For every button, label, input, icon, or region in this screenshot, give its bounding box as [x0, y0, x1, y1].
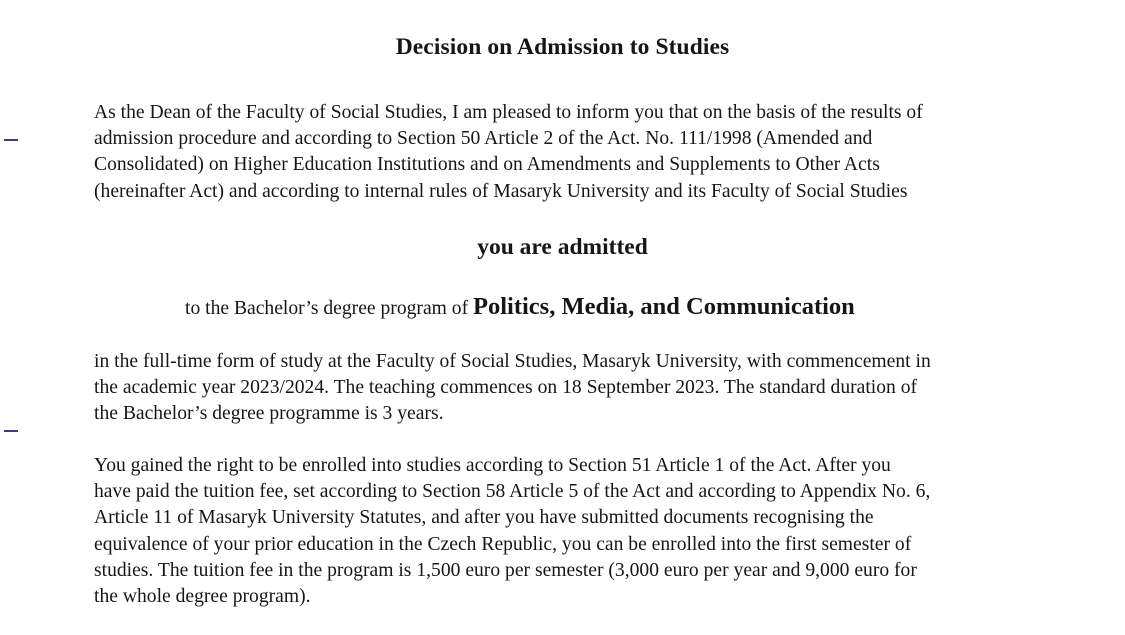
program-name: Politics, Media, and Communication — [473, 293, 855, 320]
paragraph-line: the Bachelor’s degree programme is 3 years. — [94, 403, 444, 425]
paragraph-line: (hereinafter Act) and according to internal rules of Masaryk University and its Faculty of Social Studies — [94, 180, 908, 202]
paragraph-line: As the Dean of the Faculty of Social Studies, I am pleased to inform you that on the basis of the results of — [94, 102, 923, 123]
paragraph-line: equivalence of your prior education in the Czech Republic, you can be enrolled into the first semester of — [94, 533, 912, 555]
program-prefix: to the Bachelor’s degree program of — [185, 298, 473, 319]
paragraph-line: the academic year 2023/2024. The teaching commences on 18 September 2023. The standard duration of — [94, 377, 918, 399]
margin-mark — [4, 139, 18, 141]
paragraph-line: the whole degree program). — [94, 586, 311, 608]
paragraph-enrolment — [94, 453, 1084, 610]
paragraph-line: studies. The tuition fee in the program is 1,500 euro per semester (3,000 euro per year and 9,000 euro for — [94, 559, 917, 581]
document-title: Decision on Admission to Studies — [395, 34, 730, 60]
paragraph-line: have paid the tuition fee, set according to Section 58 Article 5 of the Act and according to Appendix No. 6, — [94, 481, 931, 503]
margin-mark — [4, 430, 18, 432]
paragraph-line: You gained the right to be enrolled into studies according to Section 51 Article 1 of the Act. After you — [94, 455, 891, 476]
paragraph-study-form — [94, 349, 1084, 428]
paragraph-line: admission procedure and according to Section 50 Article 2 of the Act. No. 111/1998 (Amended and — [94, 128, 873, 150]
admitted-heading: you are admitted — [477, 234, 648, 260]
paragraph-line: in the full-time form of study at the Faculty of Social Studies, Masaryk University, with commencement in — [94, 351, 931, 372]
paragraph-dean-notice — [94, 100, 1084, 205]
paragraph-line: Consolidated) on Higher Education Institutions and on Amendments and Supplements to Other Acts — [94, 154, 880, 176]
paragraph-line: Article 11 of Masaryk University Statutes, and after you have submitted documents recognising the — [94, 507, 874, 529]
program-line — [185, 290, 855, 326]
